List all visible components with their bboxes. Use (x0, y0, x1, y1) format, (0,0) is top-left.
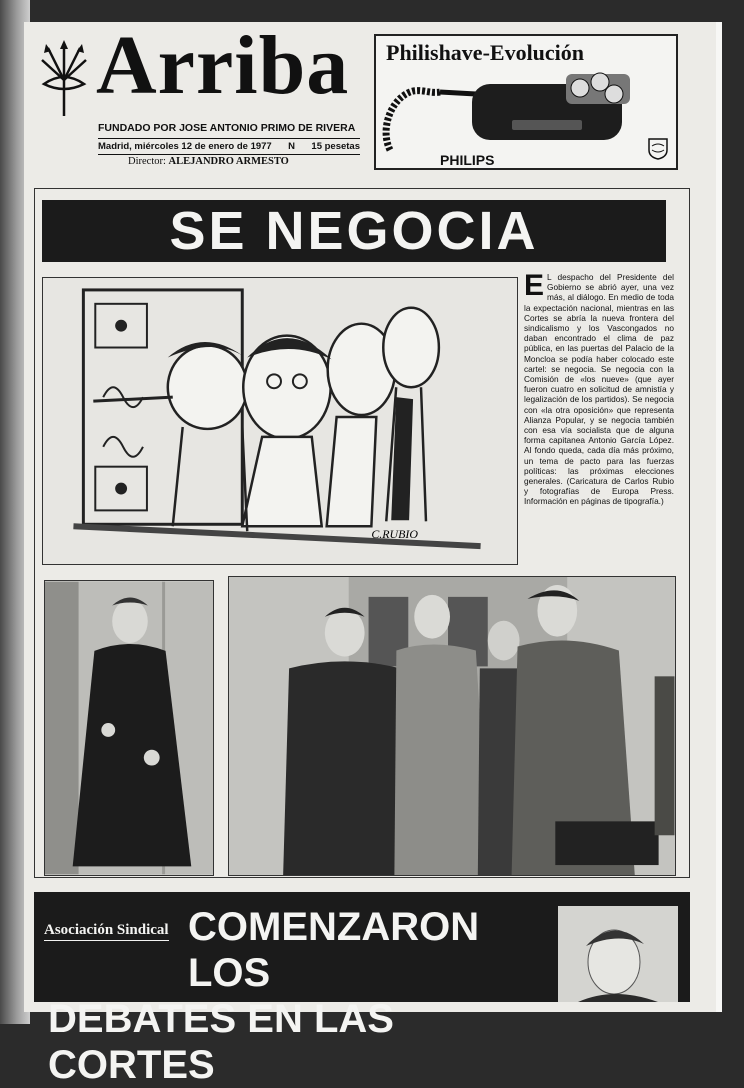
philishave-advertisement (374, 34, 678, 170)
bottom-story-banner (34, 892, 690, 1087)
photo-man-in-coat (44, 580, 214, 876)
ad-title: Philishave-Evolución (386, 40, 585, 65)
newspaper-motto: FUNDADO POR JOSE ANTONIO PRIMO DE RIVERA (98, 122, 356, 134)
bottom-headline-line1: COMENZARON LOS (188, 905, 480, 995)
issue-price: 15 pesetas (311, 141, 360, 152)
issue-date: Madrid, miércoles 12 de enero de 1977 (98, 141, 272, 152)
story-body: L despacho del Presidente del Gobierno se abrió ayer, una vez más, al diálogo. En medio de toda la expectación nacional, mientras en las Cortes se abría la nueva frontera del sindicalismo y los Vascongados no daban encontrado el clima de paz pública, en las puertas del Palacio de la Moncloa se podía haber colocado este cartel: se negocia. Se negocia con la Comisión de «los nueve» (que ayer fueron cuatro en solicitud de amnistía y legalización de los partidos). Se negocia con «la otra oposición» que representa Alianza Popular, y se negocia también con esa vía socialista que de alguna forma capitanea Antonio García López. Al fondo queda, cada día más próximo, un tema de pacto para las fuerzas políticas: las próximas elecciones generales. (Caricatura de Carlos Rubio y fotografías de Europa Press. Información en páginas de tipografía.) (524, 272, 674, 507)
caricature-illustration (42, 277, 518, 565)
yoke-and-arrows-emblem (38, 40, 90, 120)
cartoon-signature: C.RUBIO (371, 527, 419, 542)
issue-number: N (288, 141, 295, 152)
philips-shield-icon (648, 138, 668, 160)
story-dropcap: E (524, 269, 545, 302)
newspaper-page (24, 19, 722, 1087)
section-label: Asociación Sindical (44, 922, 169, 941)
bottom-headline-line2: DEBATES EN LAS CORTES (48, 997, 394, 1087)
newspaper-title: Arriba (96, 19, 350, 112)
main-headline: SE NEGOCIA (42, 200, 666, 262)
photo-group-of-men (228, 576, 676, 876)
electric-shaver-icon (380, 70, 640, 156)
portrait-photo (558, 906, 678, 1002)
bottom-headline (48, 904, 558, 1088)
director-name: ALEJANDRO ARMESTO (168, 156, 289, 167)
director-label: Director: (128, 156, 166, 167)
ad-brand: PHILIPS (440, 152, 495, 168)
dateline (98, 138, 360, 155)
main-story-text (524, 269, 674, 507)
director-line (128, 156, 289, 167)
